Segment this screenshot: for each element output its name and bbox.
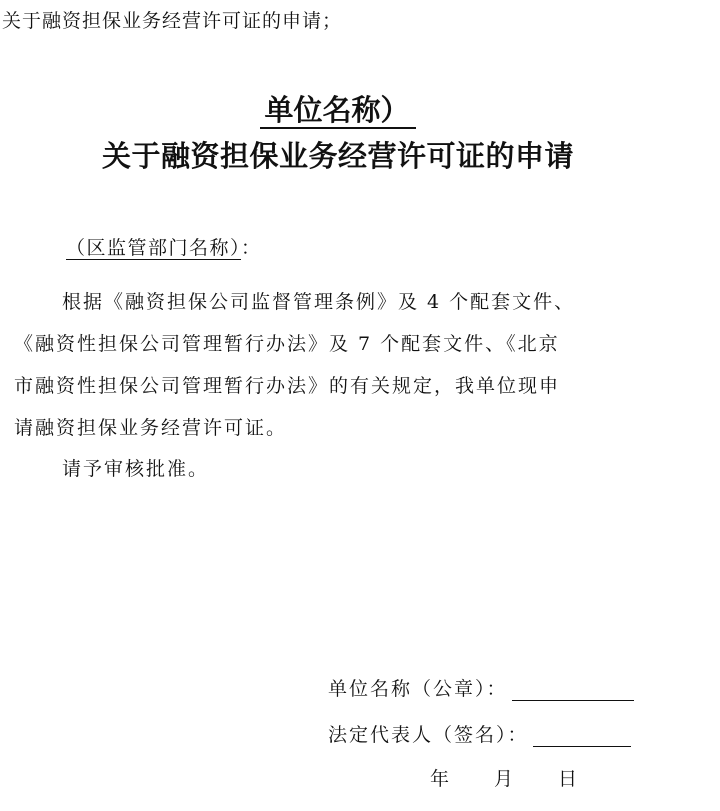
date-month-label: 月 xyxy=(494,768,514,790)
date-day-label: 日 xyxy=(558,768,578,790)
body-line: 根据《融资担保公司监督管理条例》及 4 个配套文件、 xyxy=(62,291,576,313)
unit-seal-row xyxy=(328,674,634,701)
date-year-label: 年 xyxy=(430,768,450,790)
date-row xyxy=(430,764,577,791)
closing-request: 请予审核批准。 xyxy=(62,458,210,480)
addressee-name: （区监管部门名称） xyxy=(66,237,242,259)
document-title-unit xyxy=(0,88,676,129)
document-title-unit-text: 单位名称） xyxy=(260,93,415,129)
representative-signature-label: 法定代表人（签名）： xyxy=(328,724,529,746)
addressee xyxy=(66,233,262,260)
unit-seal-blank xyxy=(512,678,634,701)
representative-signature-blank xyxy=(533,724,631,747)
body-line: 市融资性担保公司管理暂行办法》的有关规定，我单位现申 xyxy=(14,375,561,397)
top-line-text: 关于融资担保业务经营许可证的申请； xyxy=(2,10,343,32)
body-paragraph xyxy=(14,281,664,449)
document-title: 关于融资担保业务经营许可证的申请 xyxy=(101,139,574,173)
body-line: 请融资担保业务经营许可证。 xyxy=(14,417,288,439)
representative-signature-row xyxy=(328,720,631,747)
unit-seal-label: 单位名称（公章）： xyxy=(328,678,508,700)
body-line: 《融资性担保公司管理暂行办法》及 7 个配套文件、《北京 xyxy=(14,333,560,355)
addressee-suffix: ： xyxy=(241,237,262,259)
